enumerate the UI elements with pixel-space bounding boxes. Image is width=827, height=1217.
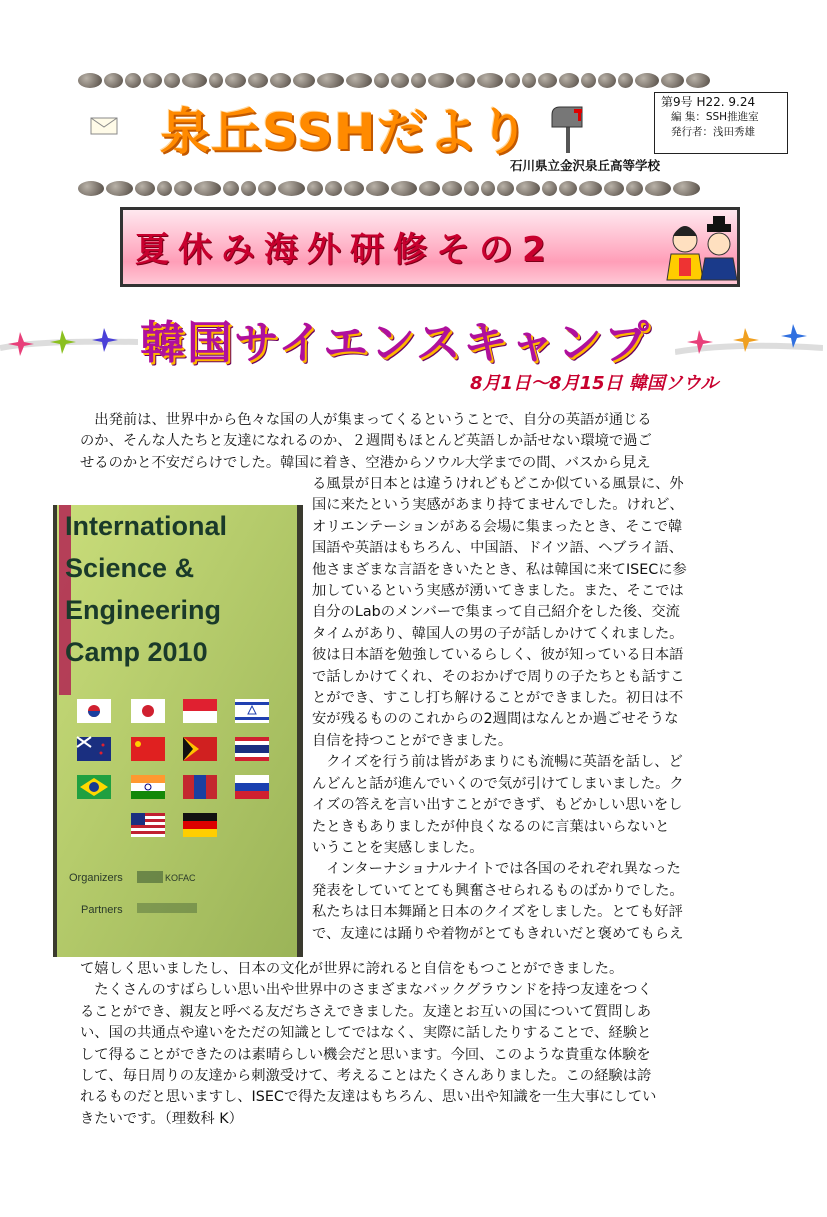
pebble [209,73,223,88]
pebble [346,73,372,88]
pebble [581,73,596,88]
flag-brazil [77,775,111,799]
article-paragraph-right [312,474,750,945]
article-line: たくさんのすばらしい思い出や世界中のさまざまなバックグラウンドを持つ友達をつく [80,982,652,999]
article-paragraph-top [80,410,748,474]
newsletter-title: 泉丘SSHだより [160,103,530,161]
pebble [278,181,305,196]
photo-banner-line-1: International [65,511,228,541]
envelope-icon [90,117,118,135]
pebble [391,73,409,88]
pebble [374,73,389,88]
pebble [104,73,123,88]
pebble [194,181,221,196]
article-title: 韓国サイエンスキャンプ [140,316,651,369]
article-line: して得ることができたのは素晴らしい機会だと思います。今回、このような貴重な体験を [80,1046,651,1063]
pebble [635,73,659,88]
pebble-border-bottom [78,178,708,200]
article-line: 私たちは日本舞踊と日本のクイズをしました。とても好評 [312,904,683,921]
pebble [673,181,700,196]
publisher-line: 発行者：浅田秀雄 [671,126,755,138]
pebble [661,73,684,88]
article-line: 加しているという実感が湧いてきました。また、そこでは [312,583,684,600]
pebble [464,181,479,196]
airplanes-left-decoration [0,312,138,372]
pebble [164,73,180,88]
flag-singapore [183,699,217,723]
pebble [411,73,426,88]
pebble [325,181,342,196]
flag-mongolia [183,775,217,799]
flag-israel [235,699,269,723]
article-line: 自分のLabのメンバーで集まって自己紹介をした後、交流 [312,604,680,621]
editor-line: 編 集：SSH推進室 [671,111,759,123]
mailbox-icon [548,105,588,153]
article-line: いうことを実感しました。 [312,839,484,856]
article-line: とができ、すこし打ち解けることができました。初日は不 [312,690,684,707]
pebble [626,181,643,196]
school-name: 石川県立金沢泉丘高等学校 [510,158,661,173]
pebble [456,73,475,88]
article-line: 彼は日本語を勉強しているらしく、彼が知っている日本語 [312,647,684,664]
article-line: て嬉しく思いましたし、日本の文化が世界に誇れると自信をもつことができました。 [80,961,624,977]
article-line: して、毎日周りの友達から刺激受けて、考えることはたくさんありました。この経験は誇 [80,1068,652,1085]
article-line: んどんと話が進んでいくので気が引けてしまいました。ク [312,775,684,792]
pebble [270,73,291,88]
article-line: ることができ、親友と呼べる友だちさえできました。友達とお互いの国について質問しあ [80,1003,652,1020]
article-line: 他さまざまな言語をきいたとき、私は韓国に来てISECに参 [312,561,687,578]
article-line: で話しかけてくれ、そのおかげで周りの子たちとも話すこ [312,668,685,685]
pebble [248,73,268,88]
pebble [516,181,540,196]
pebble [538,73,557,88]
article-line: きたいです。（理数科 K） [80,1110,243,1127]
pebble [258,181,276,196]
pebble [241,181,256,196]
article-paragraph-bottom [80,959,748,1130]
photo-banner-line-2: Science & [65,553,195,583]
pebble [143,73,162,88]
pebble [419,181,440,196]
flag-timor-leste [183,737,217,761]
article-line: クイズを行う前は皆があまりにも流暢に英語を話し、ど [312,754,683,771]
article-line: のか、そんな人たちと友達になれるのか、２週間もほとんど英語しか話せない環境で過ご [80,433,652,450]
airplane-icon [8,332,34,356]
article-line: たときもありましたが仲良くなるのに言葉はいらないと [312,818,670,835]
pebble [522,73,536,88]
flag-usa [131,813,165,837]
pebble [559,73,579,88]
pebble [182,73,207,88]
article-line: インターナショナルナイトでは各国のそれぞれ異なった [312,861,681,878]
photo-organizers-label: Organizers [69,872,123,884]
pebble [174,181,192,196]
pebble [497,181,514,196]
photo-banner-line-4: Camp 2010 [65,637,208,667]
banner-title: 夏休み海外研修その2 [135,230,555,270]
pebble [542,181,557,196]
article-line: 国に来たという実感があまり持てませんでした。けれど、 [312,497,684,514]
flag-south-korea [77,699,111,723]
airplane-icon [50,330,76,354]
flag-thailand [235,737,269,761]
pebble [225,73,246,88]
pebble [428,73,454,88]
pebble [344,181,364,196]
flag-germany [183,813,217,837]
pebble [686,73,710,88]
issue-info-box [654,92,788,154]
pebble [293,73,315,88]
section-banner [120,207,740,287]
article-line: い、国の共通点や違いをただの知識としてではなく、実際に話したりすることで、経験と [80,1025,652,1042]
flag-russia [235,775,269,799]
article-line: 国語や英語はもちろん、中国語、ドイツ語、ヘブライ語、 [312,540,684,557]
article-line: せるのかと不安だらけでした。韓国に着き、空港からソウル大学までの間、バスから見え [80,454,651,471]
pebble [78,73,102,88]
article-line: タイムがあり、韓国人の男の子が話しかけてくれました。 [312,625,684,642]
pebble [442,181,462,196]
article-line: 発表をしていてとても興奮させられるものばかりでした。 [312,882,684,899]
article-line: で、友達には踊りや着物がとてもきれいだと褒めてもらえ [312,925,684,942]
korean-dolls-illustration [663,210,741,284]
article-date-location: 8月1日～8月15日 韓国ソウル [470,373,719,394]
article-line: イズの答えを言い出すことができず、もどかしい思いをし [312,797,683,814]
pebble [618,73,633,88]
pebble [223,181,239,196]
flag-india [131,775,165,799]
pebble [106,181,133,196]
airplane-icon [92,328,118,352]
pebble [481,181,495,196]
flag-china [131,737,165,761]
pebble [391,181,417,196]
photo-partners-label: Partners [81,904,123,916]
pebble [645,181,671,196]
article-line: 安が残るもののこれからの2週間はなんとか過ごせそうな [312,711,679,728]
pebble [598,73,616,88]
pebble [505,73,520,88]
issue-number: 第9号 H22. 9.24 [661,95,756,109]
pebble [366,181,389,196]
pebble [78,181,104,196]
article-line: る風景が日本とは違うけれどもどこか似ている風景に、外 [312,476,684,492]
pebble [579,181,602,196]
pebble [477,73,503,88]
camp-banner-photo [53,505,303,957]
photo-banner-line-3: Engineering [65,595,222,625]
pebble [125,73,141,88]
flag-japan [131,699,165,723]
pebble [157,181,172,196]
pebble-border-top [78,70,708,92]
pebble [307,181,323,196]
pebble [559,181,577,196]
airplanes-right-decoration [675,312,823,372]
photo-kofac-logo: KOFAC [165,873,196,883]
pebble [135,181,155,196]
pebble [604,181,624,196]
flag-new-zealand [77,737,111,761]
article-line: れるものだと思いますし、ISECで得た友達はもちろん、思い出や知識を一生大事にしてい [80,1089,657,1106]
article-line: 自信を持つことができました。 [312,732,513,749]
article-line: 出発前は、世界中から色々な国の人が集まってくるということで、自分の英語が通じる [80,412,652,428]
article-line: オリエンテーションがある会場に集まったとき、そこで韓 [312,518,683,535]
pebble [317,73,344,88]
